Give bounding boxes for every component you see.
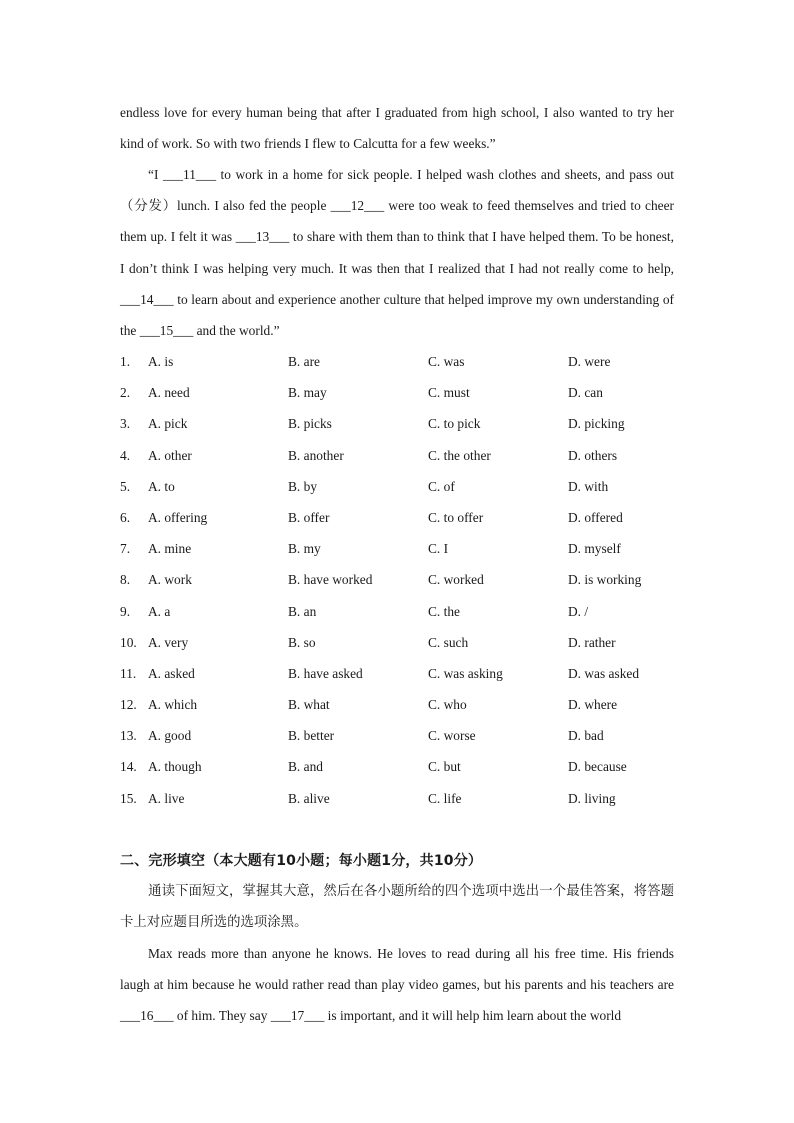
option-c: C. but [428,759,461,775]
question-row [120,720,680,751]
option-c: C. life [428,790,462,806]
option-a: A. live [148,790,185,806]
question-row [120,783,680,814]
option-b: B. may [288,385,327,401]
question-options-list [120,346,680,814]
question-number: 11. [120,665,137,681]
question-row [120,689,680,720]
question-number: 2. [120,385,131,401]
option-d: D. were [568,354,611,369]
option-c: C. was asking [428,665,503,681]
option-d: D. can [568,385,603,401]
question-row [120,751,680,782]
question-number: 1. [120,354,131,369]
option-c: C. of [428,478,455,494]
option-b: B. better [288,728,335,744]
option-a: A. very [148,634,189,650]
option-d: D. with [568,478,609,494]
question-number: 3. [120,416,131,432]
option-c: C. must [428,385,470,401]
option-b: B. have asked [288,665,363,681]
option-c: C. worse [428,728,476,744]
option-c: C. the [428,603,460,619]
option-b: B. picks [288,416,332,432]
question-row [120,627,680,658]
option-c: C. was [428,354,465,369]
option-d: D. was asked [568,665,640,681]
option-d: D. others [568,447,618,463]
option-b: B. an [288,603,317,619]
passage-paragraph-2-text: “I ___11___ to work in a home for sick people. I helped wash clothes and sheets, and pass out（分发）lunch. I also fed the people ___12___ were too weak to feed themselves and tried to cheer them up. I felt it was ___13___ to share with them than to think that I have helped them. To be honest, I don’t think I was helping very much. It was then that I realized that I had not really come to help, ___14___ to learn about and experience another culture that helped improve my own understanding of the ___15___ and the world.” [120,167,674,339]
question-number: 14. [120,759,137,775]
question-number: 9. [120,603,131,619]
question-row [120,564,680,595]
question-number: 12. [120,697,137,713]
option-d: D. because [568,759,627,775]
option-b: B. are [288,354,320,369]
option-d: D. / [568,603,589,619]
option-b: B. so [288,634,316,650]
option-a: A. pick [148,416,188,432]
passage-2-paragraph-1-text: Max reads more than anyone he knows. He loves to read during all his free time. His friends laugh at him because he would rather read than play video games, but his parents and his teachers are ___16___ of him. They say ___17___ is important, and it will help him learn about the world [120,946,674,1024]
question-number: 6. [120,509,131,525]
option-b: B. what [288,697,330,713]
question-row [120,596,680,627]
option-d: D. is working [568,572,642,588]
question-number: 15. [120,790,137,806]
option-a: A. need [148,385,190,401]
question-number: 10. [120,634,137,650]
option-b: B. offer [288,509,330,525]
option-a: A. offering [148,509,208,525]
question-row [120,377,680,408]
question-number: 13. [120,728,137,744]
option-d: D. where [568,697,618,713]
question-row [120,502,680,533]
option-c: C. to pick [428,416,481,432]
question-number: 7. [120,541,131,557]
section-instruction [120,876,674,938]
option-a: A. though [148,759,202,775]
option-a: A. good [148,728,192,744]
option-b: B. by [288,478,318,494]
section-instruction-text: 通读下面短文，掌握其大意，然后在各小题所给的四个选项中选出一个最佳答案，将答题卡上对应题目所选的选项涂黑。 [120,884,674,931]
section-heading: 二、完形填空（本大题有10小题；每小题1分，共10分） [120,853,483,869]
option-a: A. work [148,572,192,588]
passage-paragraph-2 [120,159,674,346]
option-c: C. such [428,634,469,650]
option-b: B. and [288,759,323,775]
option-a: A. is [148,354,174,369]
option-c: C. to offer [428,509,484,525]
option-b: B. my [288,541,321,557]
option-c: C. who [428,697,467,713]
option-d: D. myself [568,541,621,557]
option-a: A. which [148,697,198,713]
option-a: A. other [148,447,192,463]
option-d: D. picking [568,416,625,432]
option-d: D. offered [568,509,623,525]
option-a: A. mine [148,541,192,557]
option-c: C. the other [428,447,491,463]
question-number: 8. [120,572,131,588]
question-row [120,440,680,471]
option-d: D. rather [568,634,616,650]
question-row [120,408,680,439]
option-b: B. alive [288,790,330,806]
option-a: A. to [148,478,175,494]
question-number: 5. [120,478,131,494]
passage-paragraph-1: endless love for every human being that after I graduated from high school, I also wanted to try her kind of work. So with two friends I flew to Calcutta for a few weeks.” [120,105,674,152]
option-c: C. worked [428,572,484,588]
question-number: 4. [120,447,131,463]
question-row [120,346,680,377]
option-c: C. I [428,541,449,557]
question-row [120,533,680,564]
question-row [120,658,680,689]
passage-2-paragraph-1 [120,938,674,1032]
question-row [120,471,680,502]
option-a: A. a [148,603,171,619]
option-d: D. bad [568,728,604,744]
option-b: B. another [288,447,344,463]
option-b: B. have worked [288,572,373,588]
option-d: D. living [568,790,616,806]
option-a: A. asked [148,665,195,681]
